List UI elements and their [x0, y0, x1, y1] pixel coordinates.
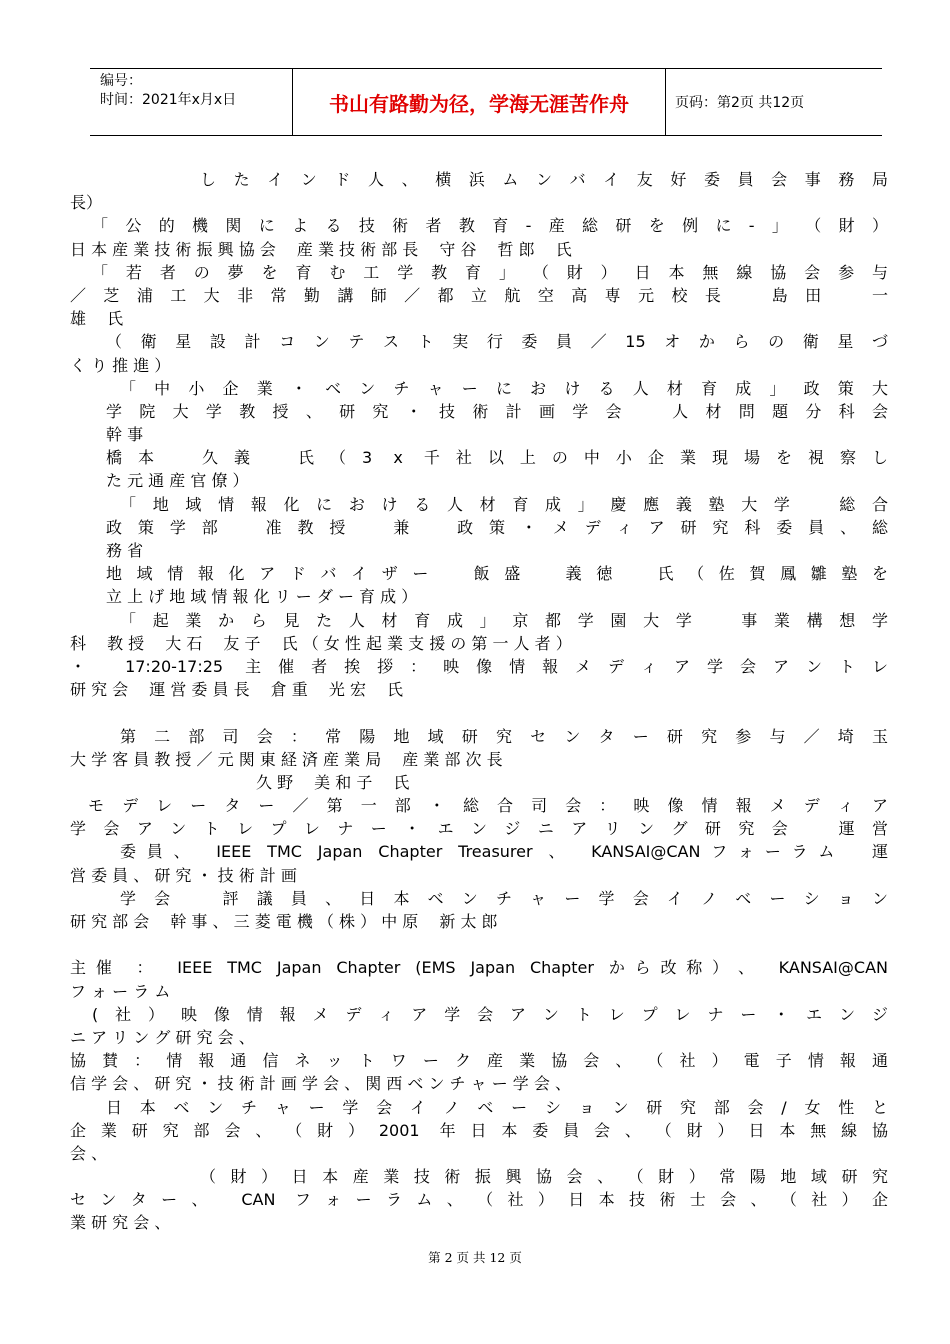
text-line: （​財​）​日​本​産​業​技​術​振​興​協​会​、​（​財​）​常​陽​地​域​研​究	[200, 1167, 888, 1187]
header-motto: 书山有路勤为径，学海无涯苦作舟	[329, 91, 629, 116]
header-divider-right	[665, 68, 666, 136]
text-line: フ ォ ー ラ ム	[70, 981, 171, 1001]
text-line: 「​公​的​機​関​に​よ​る​技​術​者​教​育​-​産​総​研​を​例​に​-​」​（​財​）	[92, 216, 888, 236]
text-line: 雄 氏	[70, 309, 124, 329]
text-line: 学​会​ア​ン​ト​レ​プ​レ​ナ​ー​・​エ​ン​ジ​ニ​ア​リ​ン​グ​研​究​会​ ​運​営	[70, 819, 888, 839]
text-line: （​衛​星​設​計​コ​ン​テ​ス​ト​実​行​委​員​／​1​5​オ​か​ら​の​衛​星​づ	[106, 332, 888, 352]
text-line: 日 本 産 業 技 術 振 興 協 会 産 業 技 術 部 長 守 谷 哲 郎 氏	[70, 239, 572, 259]
text-line: 政​策​学​部​ ​准​教​授​ ​兼​ ​政​策​・​メ​デ​ィ​ア​研​究​科​委​員​、​総	[106, 517, 888, 537]
header-meta	[100, 72, 236, 110]
header-page-number: 页码：第2页 共12页	[675, 95, 805, 111]
text-line: 大 学 客 員 教 授 ／ 元 関 東 経 済 産 業 局 産 業 部 次 長	[70, 749, 503, 769]
text-line: 営 委 員 、 研 究 ・ 技 術 計 画	[70, 865, 297, 885]
time-label: 时间：2021年x月x日	[100, 92, 237, 108]
text-line: 「​地​域​情​報​化​に​お​け​る​人​材​育​成​」​慶​應​義​塾​大​学​ ​総​合	[120, 494, 888, 514]
text-line: 「​中​小​企​業​・​ベ​ン​チ​ャ​ー​に​お​け​る​人​材​育​成​」​政​策​大	[120, 378, 888, 398]
text-line: 協​賛​：​情​報​通​信​ネ​ッ​ト​ワ​ー​ク​産​業​協​会​、​（​社​）​電​子​情​報​通	[70, 1051, 888, 1071]
text-line: 学​会​ ​評​議​員​、​日​本​ベ​ン​チ​ャ​ー​学​会​イ​ノ​ベ​ー​シ​ョ​ン	[120, 888, 888, 908]
text-line: 第​二​部​司​会​：​常​陽​地​域​研​究​セ​ン​タ​ー​研​究​参​与​／​埼​玉	[120, 726, 888, 746]
text-line: 学​院​大​学​教​授​、​研​究​・​技​術​計​画​学​会​ ​人​材​問​題​分​科​会	[106, 401, 888, 421]
text-line: 主​催​ ​：​ ​I​E​E​E​ ​T​M​C​ ​J​a​p​a​n​ ​C​h​a​p​t​e​r​ ​(​E​M​S​ ​J​a​p​a​n​ ​C​h​a​p​t​e​r​ ​か​ら​改​称​）​、​ ​K​A​N​S​A​I​@​C​A​N	[70, 958, 888, 978]
text-line: セ​ン​タ​ー​、​ ​C​A​N​ ​フ​ォ​ー​ラ​ム​、​（​社​）​日​本​技​術​士​会​、​（​社​）​企	[70, 1190, 888, 1210]
text-line: 委​員​、​ ​I​E​E​E​ ​T​M​C​ ​J​a​p​a​n​ ​C​h​a​p​t​e​r​ ​T​r​e​a​s​u​r​e​r​ ​、​ ​K​A​N​S​A​I​@​C​A​N​フ​ォ​ー​ラ​ム​ ​運	[120, 842, 888, 862]
blank-line	[70, 933, 888, 956]
text-line: 務 省	[106, 541, 144, 560]
page-header	[90, 68, 882, 136]
text-line: 長）	[70, 193, 103, 213]
text-line: 日​本​ベ​ン​チ​ャ​ー​学​会​イ​ノ​ベ​ー​シ​ョ​ン​研​究​部​会​/​女​性​と	[106, 1097, 888, 1117]
text-line: 科 教 授 大 石 友 子 氏 （ 女 性 起 業 支 援 の 第 一 人 者 ）	[70, 633, 572, 653]
text-line: 研 究 会 運 営 委 員 長 倉 重 光 宏 氏	[70, 680, 404, 700]
document-body	[70, 168, 888, 1235]
text-line: モ​デ​レ​ー​タ​ー​／​第​一​部​・​総​合​司​会​：​映​像​情​報​メ​デ​ィ​ア	[88, 796, 888, 816]
text-line: 久 野 美 和 子 氏	[256, 772, 410, 792]
text-line: 橋​本​ ​久​義​ ​氏​（​3​ ​x​ ​千​社​以​上​の​中​小​企​業​現​場​を​視​察​し	[106, 448, 888, 468]
text-line: 研 究 部 会 幹 事 、 三 菱 電 機 （ 株 ） 中 原 新 太 郎	[70, 912, 498, 931]
text-line: ／​芝​浦​工​大​非​常​勤​講​師​／​都​立​航​空​高​専​元​校​長​ ​島​田​ ​一	[70, 285, 888, 305]
blank-line	[70, 701, 888, 724]
text-line: 幹 事	[106, 425, 144, 445]
text-line: 立 上 げ 地 域 情 報 化 リ ー ダ ー 育 成 ）	[106, 587, 418, 607]
text-line: た 元 通 産 官 僚 ）	[106, 471, 249, 491]
text-line: 「​起​業​か​ら​見​た​人​材​育​成​」​京​都​学​園​大​学​ ​事​業​構​想​学	[120, 610, 888, 630]
text-line: 業 研 究 会 、	[70, 1213, 171, 1233]
page-footer: 第 2 页 共 12 页	[428, 1250, 522, 1265]
text-line: し​た​イ​ン​ド​人​、​横​浜​ム​ン​バ​イ​友​好​委​員​会​事​務​局	[200, 170, 888, 189]
text-line: 「​若​者​の​夢​を​育​む​工​学​教​育​」​（​財​）​日​本​無​線​協​会​参​与	[92, 262, 888, 282]
text-line: 企​業​研​究​部​会​、​（​財​）​2​0​0​1​ ​年​日​本​委​員​会​、​（​財​）​日​本​無​線​協	[70, 1120, 888, 1140]
serial-label: 编号：	[100, 73, 142, 89]
text-line: 会 、	[70, 1143, 108, 1163]
text-line: 地​域​情​報​化​ア​ド​バ​イ​ザ​ー​ ​飯​盛​ ​義​徳​ ​氏​（​佐​賀​鳳​雛​塾​を	[106, 564, 888, 584]
text-line: 信 学 会 、 研 究 ・ 技 術 計 画 学 会 、 関 西 ベ ン チ ャ ー 学 会 、	[70, 1074, 571, 1094]
text-line: く り 推 進 ）	[70, 355, 171, 375]
text-line: ・​ ​1​7​:​2​0​-​1​7​:​2​5​ ​主​催​者​挨​拶​：​映​像​情​報​メ​デ​ィ​ア​学​会​ア​ン​ト​レ	[70, 656, 888, 676]
text-line: ニ ア リ ン グ 研 究 会 、	[70, 1027, 255, 1047]
text-line: (​社​）​映​像​情​報​メ​デ​ィ​ア​学​会​ア​ン​ト​レ​プ​レ​ナ​ー​・​エ​ン​ジ	[92, 1004, 888, 1024]
